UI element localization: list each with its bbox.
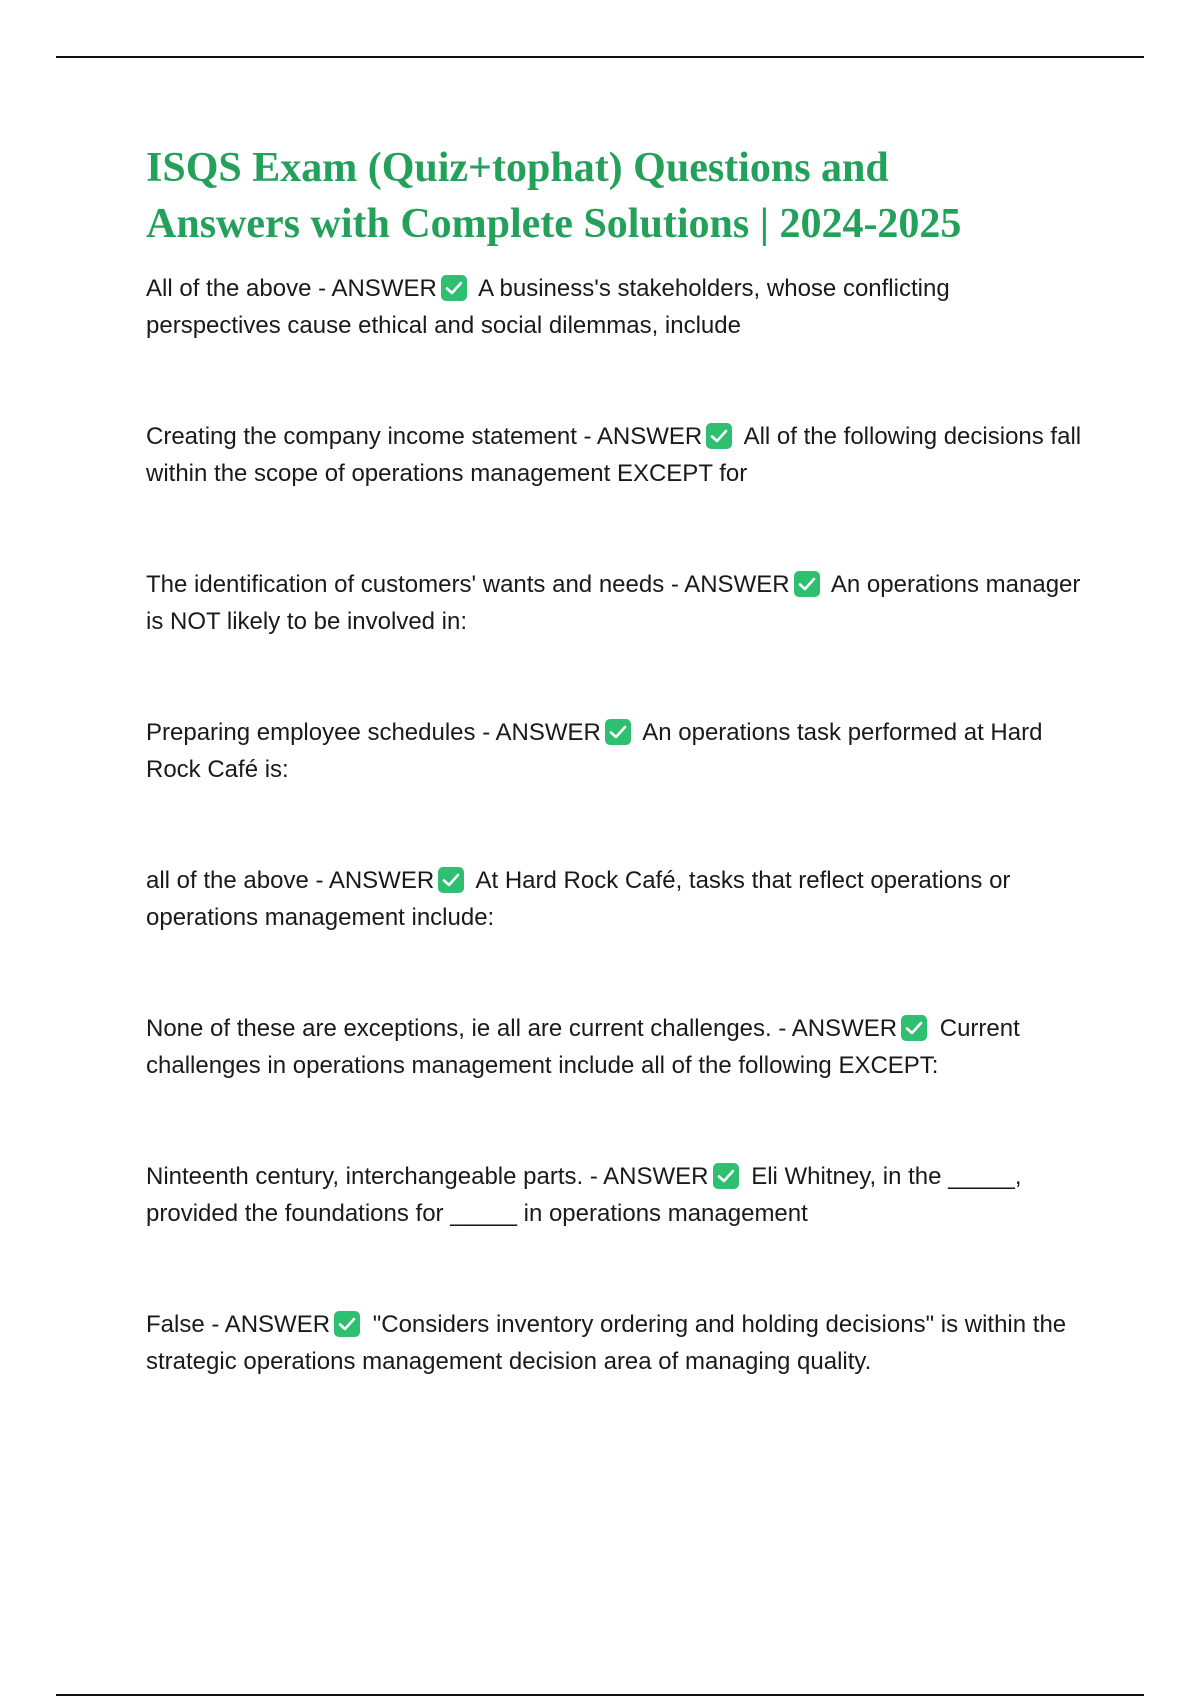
question-text: Eli Whitney, in the _____, provided the foundations for _____ in operations management (146, 1163, 1022, 1227)
title-line-1: ISQS Exam (Quiz+tophat) Questions and (146, 145, 889, 191)
answer-text: False (146, 1311, 205, 1338)
document-title (146, 140, 1086, 252)
answer-text: Preparing employee schedules (146, 719, 476, 746)
answer-text: None of these are exceptions, ie all are current challenges. (146, 1015, 772, 1042)
green-checkbox-icon (706, 423, 732, 449)
title-line-2: Answers with Complete Solutions | 2024-2025 (146, 201, 962, 247)
green-checkbox-icon (605, 719, 631, 745)
green-checkbox-icon (438, 867, 464, 893)
green-checkbox-icon (794, 571, 820, 597)
answer-label: ANSWER (684, 571, 790, 598)
answer-label: ANSWER (791, 1015, 898, 1042)
top-rule (56, 56, 1144, 58)
answer-label: ANSWER (224, 1311, 331, 1338)
answer-text: All of the above (146, 275, 312, 302)
green-checkbox-icon (441, 275, 467, 301)
question-text: Current challenges in operations management include all of the following EXCEPT: (146, 1015, 1020, 1079)
answer-label: ANSWER (331, 275, 437, 302)
qa-item: False - ANSWER "Considers inventory ordering and holding decisions" is within the strategic operations management decision area of managing quality. (146, 1311, 1067, 1375)
answer-label: ANSWER (328, 867, 435, 894)
question-text: An operations task performed at Hard Rock Café is: (146, 719, 1043, 783)
bottom-rule (56, 1694, 1144, 1696)
answer-text: The identification of customers' wants and needs (146, 571, 665, 598)
answer-text: Ninteenth century, interchangeable parts. (146, 1163, 584, 1190)
qa-item: Ninteenth century, interchangeable parts. - ANSWER Eli Whitney, in the _____, provided the foundations for _____ in operations management (146, 1163, 1022, 1227)
question-text: An operations manager is NOT likely to be involved in: (146, 571, 1081, 635)
qa-item: Preparing employee schedules - ANSWER An operations task performed at Hard Rock Café is: (146, 719, 1043, 783)
question-text: All of the following decisions fall within the scope of operations management EXCEPT for (146, 423, 1082, 487)
qa-item: all of the above - ANSWER At Hard Rock Café, tasks that reflect operations or operations management include: (146, 867, 1011, 931)
question-text: A business's stakeholders, whose conflicting perspectives cause ethical and social dilemmas, include (146, 275, 950, 339)
qa-item: The identification of customers' wants and needs - ANSWER An operations manager is NOT likely to be involved in: (146, 571, 1081, 635)
qa-list (146, 270, 1086, 1380)
qa-item: None of these are exceptions, ie all are current challenges. - ANSWER Current challenges in operations management include all of the following EXCEPT: (146, 1015, 1020, 1079)
answer-label: ANSWER (596, 423, 703, 450)
green-checkbox-icon (901, 1015, 927, 1041)
document-body (146, 140, 1086, 1454)
question-text: "Considers inventory ordering and holding decisions" is within the strategic operations management decision area of managing quality. (146, 1311, 1067, 1375)
answer-text: all of the above (146, 867, 309, 894)
qa-item: All of the above - ANSWER A business's stakeholders, whose conflicting perspectives cause ethical and social dilemmas, include (146, 275, 950, 339)
answer-label: ANSWER (495, 719, 601, 746)
qa-item: Creating the company income statement - ANSWER All of the following decisions fall within the scope of operations management EXCEPT for (146, 423, 1082, 487)
green-checkbox-icon (713, 1163, 739, 1189)
question-text: At Hard Rock Café, tasks that reflect operations or operations management include: (146, 867, 1011, 931)
answer-text: Creating the company income statement (146, 423, 577, 450)
green-checkbox-icon (334, 1311, 360, 1337)
answer-label: ANSWER (603, 1163, 709, 1190)
